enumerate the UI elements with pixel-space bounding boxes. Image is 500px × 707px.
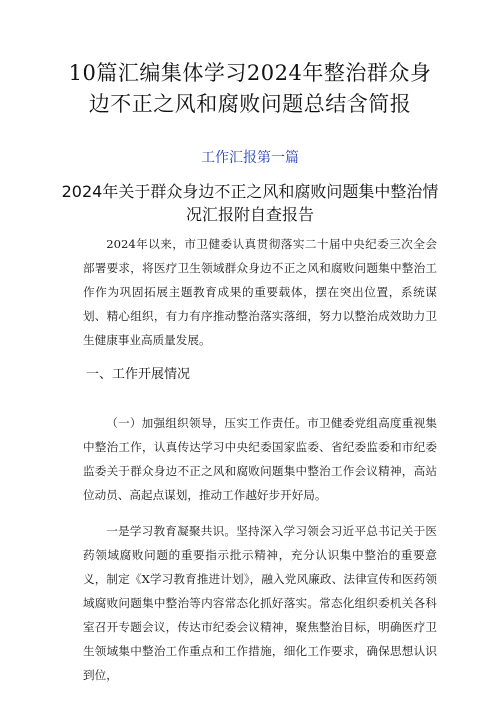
section-title: 2024年关于群众身边不正之风和腐败问题集中整治情况汇报附自查报告 (61, 182, 439, 224)
body-paragraph-intro: 2024年以来，市卫健委认真贯彻落实二十届中央纪委三次全会部署要求，将医疗卫生领域群众身边不正之风和腐败问题集中整治工作作为巩固拓展主题教育成果的重要载体，摆在突出位置，系统谋划、精心组织，有力有序推动整治落实落细，努力以整治成效助力卫生健康事业高质量发展。 (83, 237, 437, 347)
body-paragraph-organization: （一）加强组织领导，压实工作责任。市卫健委党组高度重视集中整治工作，认真传达学习中央纪委国家监委、省纪委监委和市纪委监委关于群众身边不正之风和腐败问题集中整治工作会议精神，高站位动员、高起点谋划，推动工作越好步开好局。 (83, 416, 437, 502)
body-paragraph-study: 一是学习教育凝聚共识。坚持深入学习领会习近平总书记关于医药领域腐败问题的重要指示批示精神，充分认识集中整治的重要意义，制定《X学习教育推进计划》，融入党风廉政、法律宣传和医药领域腐败问题集中整治等内容常态化抓好落实。常态化组织委机关各科室召开专题会议，传达市纪委会议精神，聚焦整治目标，明确医疗卫生领域集中整治工作重点和工作措施，细化工作要求，确保思想认识到位， (83, 524, 437, 682)
document-title: 10篇汇编集体学习2024年整治群众身边不正之风和腐败问题总结含简报 (68, 61, 432, 116)
section-tag: 工作汇报第一篇 (201, 150, 299, 166)
heading-work-progress: 一、工作开展情况 (86, 367, 191, 382)
